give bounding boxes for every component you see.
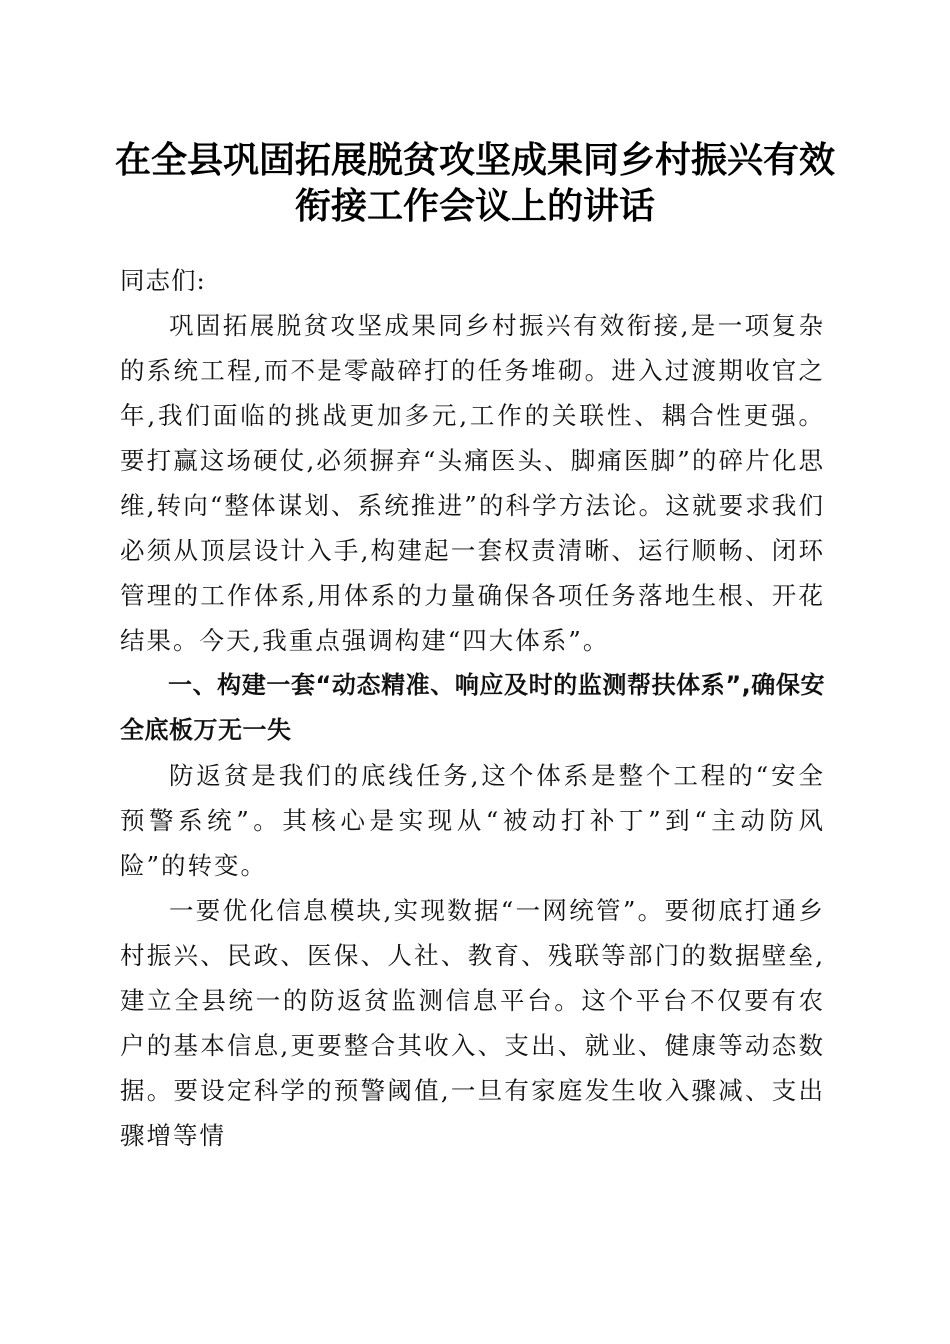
paragraph-section-1-point-1: 一要优化信息模块,实现数据“一网统管”。要彻底打通乡村振兴、民政、医保、人社、教育、残联等部门的数据壁垒,建立全县统一的防返贫监测信息平台。这个平台不仅要有农户的基本信息,更要整合其收入、支出、就业、健康等动态数据。要设定科学的预警阈值,一旦有家庭发生收入骤减、支出骤增等情 (120, 896, 825, 1150)
salutation: 同志们: (120, 266, 206, 295)
document-title-line-2: 衔接工作会议上的讲话 (294, 185, 655, 227)
section-heading-1: 一、构建一套“动态精准、响应及时的监测帮扶体系”,确保安全底板万无一失 (120, 671, 825, 744)
document-body (120, 258, 825, 1158)
paragraph-intro: 巩固拓展脱贫攻坚成果同乡村振兴有效衔接,是一项复杂的系统工程,而不是零敲碎打的任务堆砌。进入过渡期收官之年,我们面临的挑战更加多元,工作的关联性、耦合性更强。要打赢这场硬仗,必须摒弃“头痛医头、脚痛医脚”的碎片化思维,转向“整体谋划、系统推进”的科学方法论。这就要求我们必须从顶层设计入手,构建起一套权责清晰、运行顺畅、闭环管理的工作体系,用体系的力量确保各项任务落地生根、开花结果。今天,我重点强调构建“四大体系”。 (120, 311, 825, 655)
document-title-line-1: 在全县巩固拓展脱贫攻坚成果同乡村振兴有效 (114, 139, 835, 181)
paragraph-section-1-intro: 防返贫是我们的底线任务,这个体系是整个工程的“安全预警系统”。其核心是实现从“被动打补丁”到“主动防风险”的转变。 (120, 761, 825, 880)
